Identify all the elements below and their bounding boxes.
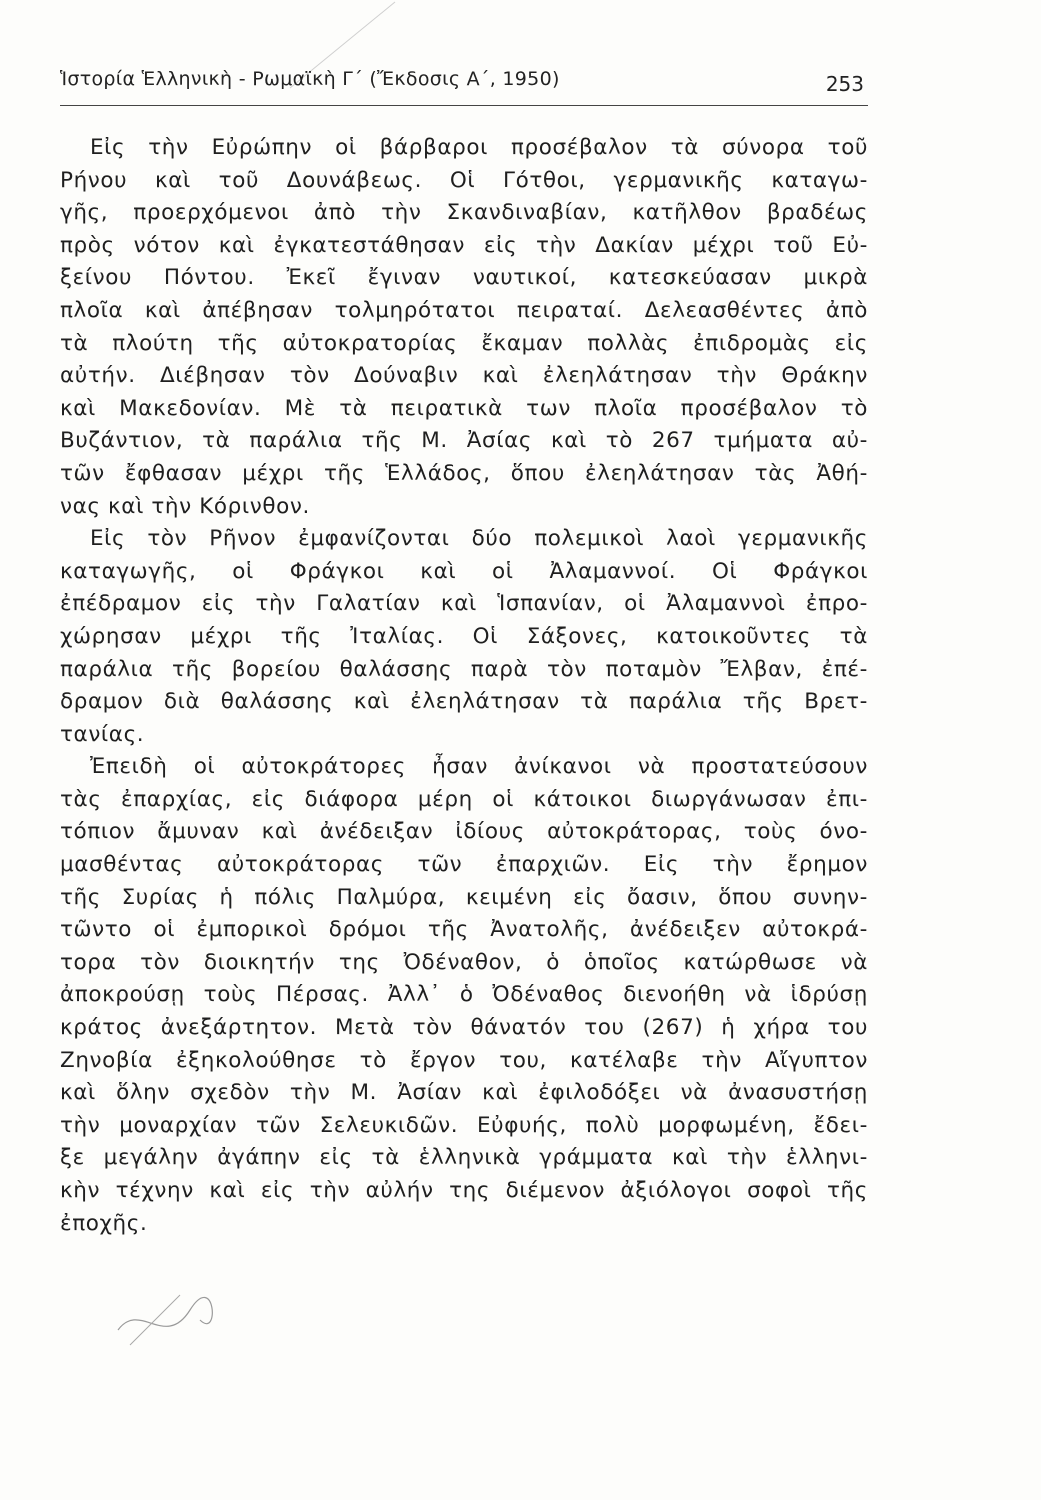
text-line: ξείνου Πόντου. Ἐκεῖ ἔγιναν ναυτικοί, κατεσκεύασαν μικρὰ xyxy=(60,265,868,291)
running-head: Ἱστορία Ἑλληνικὴ - Ρωμαϊκὴ Γ΄ (Ἔκδοσις Α΄, 1950) xyxy=(60,68,560,90)
text-line: τῶν ἔφθασαν μέχρι τῆς Ἑλλάδος, ὅπου ἐλεηλάτησαν τὰς Ἀθή- xyxy=(60,460,868,486)
text-line: παράλια τῆς βορείου θαλάσσης παρὰ τὸν ποταμὸν Ἔλβαν, ἐπέ- xyxy=(60,656,868,682)
text-line: πλοῖα καὶ ἀπέβησαν τολμηρότατοι πειραταί. Δελεασθέντες ἀπὸ xyxy=(60,297,868,323)
text-line: καὶ Μακεδονίαν. Μὲ τὰ πειρατικὰ των πλοῖα προσέβαλον τὸ xyxy=(60,395,868,421)
text-line: Ζηνοβία ἐξηκολούθησε τὸ ἔργον του, κατέλαβε τὴν Αἴγυπτον xyxy=(60,1047,868,1073)
page-header xyxy=(60,68,868,102)
text-line: τὴν μοναρχίαν τῶν Σελευκιδῶν. Εὐφυής, πολὺ μορφωμένη, ἔδει- xyxy=(60,1112,868,1138)
text-line: νας καὶ τὴν Κόρινθον. xyxy=(60,493,310,519)
text-line: Εἰς τὴν Εὐρώπην οἱ βάρβαροι προσέβαλον τὰ σύνορα τοῦ xyxy=(90,135,868,160)
text-line: Ρήνου καὶ τοῦ Δουνάβεως. Οἱ Γότθοι, γερμανικῆς καταγω- xyxy=(60,167,868,193)
text-line: γῆς, προερχόμενοι ἀπὸ τὴν Σκανδιναβίαν, κατῆλθον βραδέως xyxy=(60,200,868,226)
text-line: χώρησαν μέχρι τῆς Ἰταλίας. Οἱ Σάξονες, κατοικοῦντες τὰ xyxy=(60,623,868,649)
page-number: 253 xyxy=(825,72,864,96)
text-line: καταγωγῆς, οἱ Φράγκοι καὶ οἱ Ἀλαμαννοί. Οἱ Φράγκοι xyxy=(60,558,868,584)
text-line: τῆς Συρίας ἡ πόλις Παλμύρα, κειμένη εἰς ὄασιν, ὅπου συνην- xyxy=(60,884,868,910)
text-line: ἐπέδραμον εἰς τὴν Γαλατίαν καὶ Ἱσπανίαν, οἱ Ἀλαμαννοὶ ἐπρο- xyxy=(60,591,868,617)
text-line: δραμον διὰ θαλάσσης καὶ ἐλεηλάτησαν τὰ παράλια τῆς Βρετ- xyxy=(60,689,868,715)
text-line: αὐτήν. Διέβησαν τὸν Δούναβιν καὶ ἐλεηλάτησαν τὴν Θράκην xyxy=(60,363,868,389)
text-line: τὰ πλούτη τῆς αὐτοκρατορίας ἔκαμαν πολλὰς ἐπιδρομὰς εἰς xyxy=(60,330,868,356)
text-line: κὴν τέχνην καὶ εἰς τὴν αὐλήν της διέμενον ἀξιόλογοι σοφοὶ τῆς xyxy=(60,1178,868,1203)
text-line: τὰς ἐπαρχίας, εἰς διάφορα μέρη οἱ κάτοικοι διωργάνωσαν ἐπι- xyxy=(60,786,868,812)
pencil-scribble xyxy=(110,1290,230,1360)
text-line: Εἰς τὸν Ρῆνον ἐμφανίζονται δύο πολεμικοὶ λαοὶ γερμανικῆς xyxy=(90,526,868,552)
text-line: τῶντο οἱ ἐμπορικοὶ δρόμοι τῆς Ἀνατολῆς, ἀνέδειξεν αὐτοκρά- xyxy=(60,917,868,943)
text-line: μασθέντας αὐτοκράτορας τῶν ἐπαρχιῶν. Εἰς τὴν ἔρημον xyxy=(60,852,868,878)
text-line: ἀποκρούσῃ τοὺς Πέρσας. Ἀλλ᾽ ὁ Ὀδέναθος διενοήθη νὰ ἱδρύσῃ xyxy=(60,982,868,1008)
text-line: Ἐπειδὴ οἱ αὐτοκράτορες ἦσαν ἀνίκανοι νὰ προστατεύσουν xyxy=(90,754,868,780)
text-line: Βυζάντιον, τὰ παράλια τῆς Μ. Ἀσίας καὶ τὸ 267 τμήματα αὐ- xyxy=(60,428,868,454)
text-line: τόπιον ἄμυναν καὶ ἀνέδειξαν ἰδίους αὐτοκράτορας, τοὺς όνο- xyxy=(60,819,868,845)
text-line: τορα τὸν διοικητήν της Ὀδέναθον, ὁ ὁποῖος κατώρθωσε νὰ xyxy=(60,949,868,975)
body-text xyxy=(60,132,868,1240)
text-line: πρὸς νότον καὶ ἐγκατεστάθησαν εἰς τὴν Δακίαν μέχρι τοῦ Εὐ- xyxy=(60,232,868,258)
text-line: τανίας. xyxy=(60,721,145,747)
header-rule xyxy=(60,105,868,106)
text-line: καὶ ὅλην σχεδὸν τὴν Μ. Ἀσίαν καὶ ἐφιλοδόξει νὰ ἀνασυστήσῃ xyxy=(60,1080,868,1106)
text-line: κράτος ἀνεξάρτητον. Μετὰ τὸν θάνατόν του (267) ἡ χήρα του xyxy=(60,1015,868,1041)
text-line: ξε μεγάλην ἀγάπην εἰς τὰ ἑλληνικὰ γράμματα καὶ τὴν ἑλληνι- xyxy=(60,1145,868,1171)
text-line: ἐποχῆς. xyxy=(60,1210,148,1236)
